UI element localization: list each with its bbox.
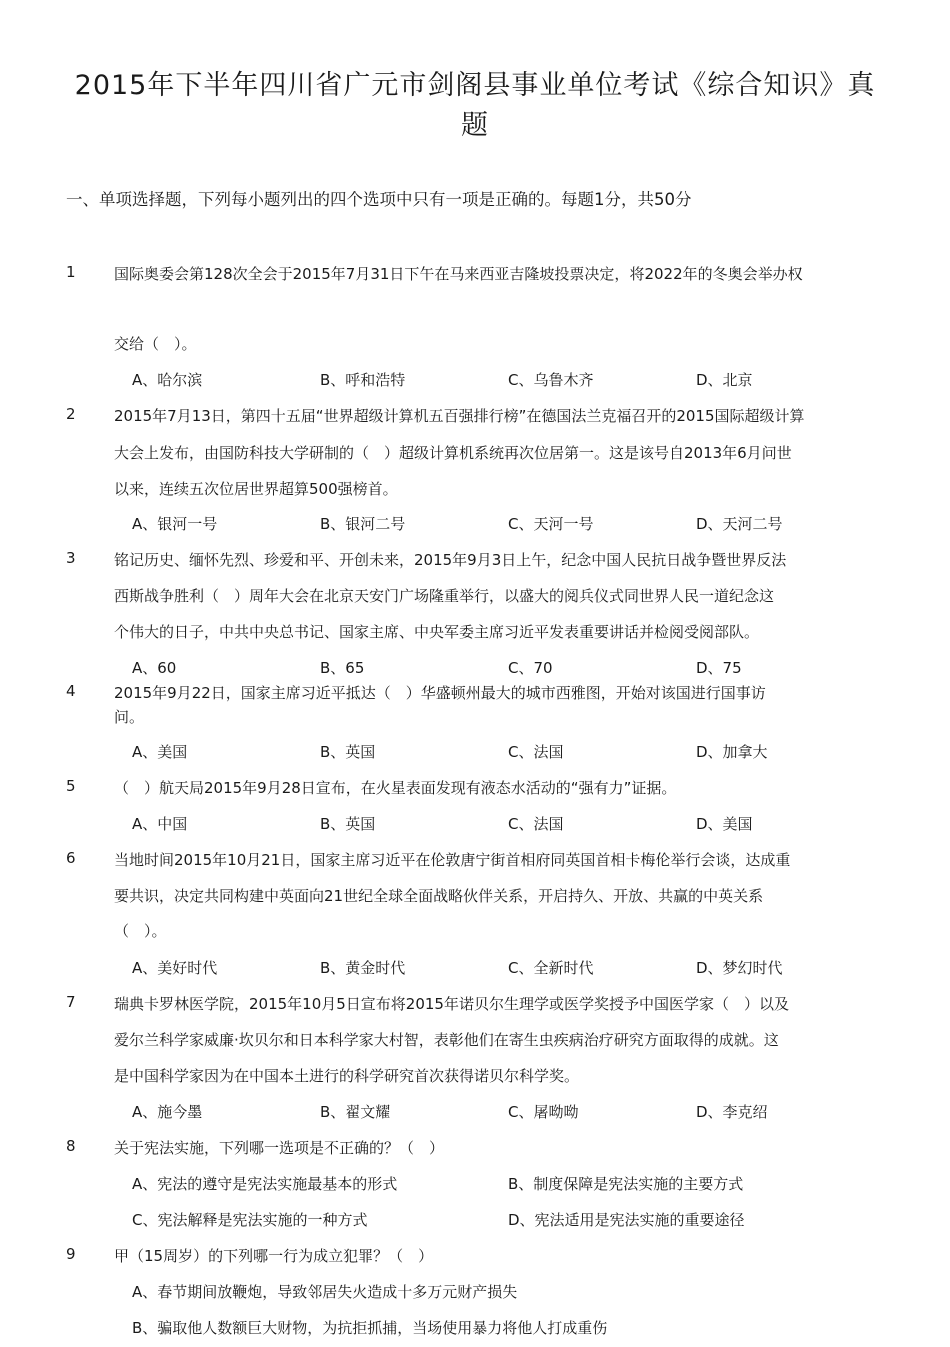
option-a: A、美好时代	[132, 959, 218, 977]
question-text: （ ）。	[114, 922, 167, 940]
option-c: C、全新时代	[508, 959, 594, 977]
option-b: B、呼和浩特	[320, 371, 406, 389]
option-b: B、骗取他人数额巨大财物，为抗拒抓捕，当场使用暴力将他人打成重伤	[132, 1319, 608, 1337]
option-c: C、天河一号	[508, 515, 594, 533]
option-b: B、制度保障是宪法实施的主要方式	[508, 1175, 744, 1193]
option-a: A、银河一号	[132, 515, 218, 533]
question-number: 4	[66, 682, 76, 700]
option-a: A、中国	[132, 815, 188, 833]
option-a: A、美国	[132, 743, 188, 761]
question-text: 2015年7月13日，第四十五届“世界超级计算机五百强排行榜”在德国法兰克福召开的2015国际超级计算	[114, 407, 805, 425]
option-c: C、屠呦呦	[508, 1103, 579, 1121]
option-c: C、法国	[508, 815, 564, 833]
question-number: 3	[66, 549, 76, 567]
question-text: 以来，连续五次位居世界超算500强榜首。	[114, 480, 398, 498]
option-d: D、李克绍	[696, 1103, 768, 1121]
section-heading: 一、单项选择题，下列每小题列出的四个选项中只有一项是正确的。每题1分，共50分	[66, 190, 692, 209]
question-text: 国际奥委会第128次全会于2015年7月31日下午在马来西亚吉隆坡投票决定，将2022年的冬奥会举办权	[114, 265, 803, 283]
question-text: 2015年9月22日，国家主席习近平抵达（ ）华盛顿州最大的城市西雅图，开始对该国进行国事访	[114, 684, 766, 702]
option-d: D、美国	[696, 815, 753, 833]
option-b: B、黄金时代	[320, 959, 406, 977]
question-text: （ ）航天局2015年9月28日宣布，在火星表面发现有液态水活动的“强有力”证据。	[114, 779, 677, 797]
option-c: C、乌鲁木齐	[508, 371, 594, 389]
option-b: B、英国	[320, 815, 376, 833]
question-number: 2	[66, 405, 76, 423]
option-a: A、60	[132, 659, 177, 677]
question-number: 8	[66, 1137, 76, 1155]
option-a: A、施今墨	[132, 1103, 203, 1121]
question-text: 大会上发布，由国防科技大学研制的（ ）超级计算机系统再次位居第一。这是该号自2013年6月问世	[114, 444, 792, 462]
title-line-1: 2015年下半年四川省广元市剑阁县事业单位考试《综合知识》真	[74, 70, 876, 101]
option-c: C、宪法解释是宪法实施的一种方式	[132, 1211, 368, 1229]
option-b: B、英国	[320, 743, 376, 761]
question-number: 6	[66, 849, 76, 867]
question-text: 是中国科学家因为在中国本土进行的科学研究首次获得诺贝尔科学奖。	[114, 1067, 580, 1085]
option-b: B、银河二号	[320, 515, 406, 533]
question-number: 1	[66, 263, 76, 281]
question-text: 关于宪法实施，下列哪一选项是不正确的？（ ）	[114, 1139, 445, 1157]
option-c: C、70	[508, 659, 553, 677]
option-d: D、北京	[696, 371, 753, 389]
page-title	[40, 66, 910, 146]
question-text: 交给（ ）。	[114, 335, 197, 353]
option-d: D、75	[696, 659, 742, 677]
question-number: 5	[66, 777, 76, 795]
option-a: A、哈尔滨	[132, 371, 203, 389]
question-number: 9	[66, 1245, 76, 1263]
question-number: 7	[66, 993, 76, 1011]
option-d: D、加拿大	[696, 743, 768, 761]
option-d: D、宪法适用是宪法实施的重要途径	[508, 1211, 745, 1229]
option-a: A、宪法的遵守是宪法实施最基本的形式	[132, 1175, 398, 1193]
question-text: 铭记历史、缅怀先烈、珍爱和平、开创未来，2015年9月3日上午，纪念中国人民抗日战争暨世界反法	[114, 551, 787, 569]
option-c: C、法国	[508, 743, 564, 761]
question-text: 当地时间2015年10月21日，国家主席习近平在伦敦唐宁街首相府同英国首相卡梅伦举行会谈，达成重	[114, 851, 791, 869]
title-line-2: 题	[461, 110, 489, 141]
question-text: 西斯战争胜利（ ）周年大会在北京天安门广场隆重举行，以盛大的阅兵仪式同世界人民一道纪念这	[114, 587, 775, 605]
question-text: 要共识，决定共同构建中英面向21世纪全球全面战略伙伴关系，开启持久、开放、共赢的中英关系	[114, 887, 764, 905]
question-text: 问。	[114, 708, 145, 726]
question-text: 爱尔兰科学家威廉·坎贝尔和日本科学家大村智，表彰他们在寄生虫疾病治疗研究方面取得的成就。这	[114, 1031, 779, 1049]
question-text: 瑞典卡罗林医学院，2015年10月5日宣布将2015年诺贝尔生理学或医学奖授予中国医学家（ ）以及	[114, 995, 789, 1013]
option-d: D、天河二号	[696, 515, 783, 533]
option-a: A、春节期间放鞭炮，导致邻居失火造成十多万元财产损失	[132, 1283, 518, 1301]
option-d: D、梦幻时代	[696, 959, 783, 977]
option-b: B、65	[320, 659, 365, 677]
question-text: 个伟大的日子，中共中央总书记、国家主席、中央军委主席习近平发表重要讲话并检阅受阅部队。	[114, 623, 760, 641]
question-text: 甲（15周岁）的下列哪一行为成立犯罪？（ ）	[114, 1247, 434, 1265]
option-b: B、翟文耀	[320, 1103, 391, 1121]
